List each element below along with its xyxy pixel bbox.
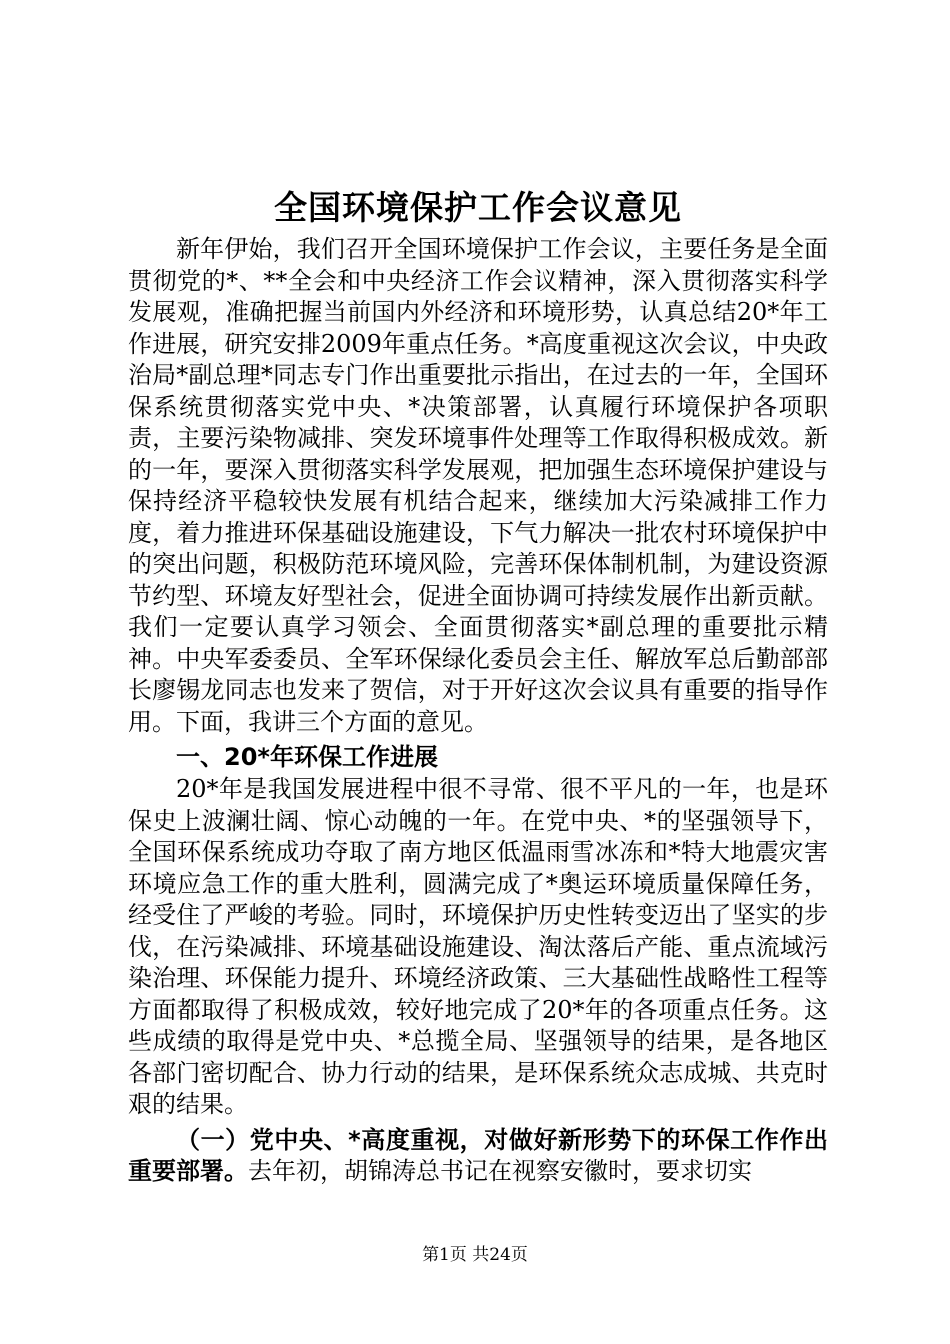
subsection-1-text: 去年初，胡锦涛总书记在视察安徽时，要求切实 (248, 1157, 752, 1185)
document-title: 全国环境保护工作会议意见 (274, 188, 682, 227)
section-heading-1: 一、20*年环保工作进展 (176, 743, 438, 771)
subsection-1-lead: （一）党中央、*高度重视，对做好新形势下的环保工作作出重要部署。 (128, 1125, 828, 1185)
section-1-paragraph: 20*年是我国发展进程中很不寻常、很不平凡的一年，也是环保史上波澜壮阔、惊心动魄的一年。在党中央、*的坚强领导下，全国环保系统成功夺取了南方地区低温雨雪冰冻和*特大地震灾害环境应急工作的重大胜利，圆满完成了*奥运环境质量保障任务，经受住了严峻的考验。同时，环境保护历史性转变迈出了坚实的步伐，在污染减排、环境基础设施建设、淘汰落后产能、重点流域污染治理、环保能力提升、环境经济政策、三大基础性战略性工程等方面都取得了积极成效，较好地完成了20*年的各项重点任务。这些成绩的取得是党中央、*总揽全局、坚强领导的结果，是各地区各部门密切配合、协力行动的结果，是环保系统众志成城、共克时艰的结果。 (128, 775, 828, 1118)
intro-paragraph: 新年伊始，我们召开全国环境保护工作会议，主要任务是全面贯彻党的*、**全会和中央经济工作会议精神，深入贯彻落实科学发展观，准确把握当前国内外经济和环境形势，认真总结20*年工作进展，研究安排2009年重点任务。*高度重视这次会议，中央政治局*副总理*同志专门作出重要批示指出，在过去的一年，全国环保系统贯彻落实党中央、*决策部署，认真履行环境保护各项职责，主要污染物减排、突发环境事件处理等工作取得积极成效。新的一年，要深入贯彻落实科学发展观，把加强生态环境保护建设与保持经济平稳较快发展有机结合起来，继续加大污染减排工作力度，着力推进环保基础设施建设，下气力解决一批农村环境保护中的突出问题，积极防范环境风险，完善环保体制机制，为建设资源节约型、环境友好型社会，促进全面协调可持续发展作出新贡献。我们一定要认真学习领会、全面贯彻落实*副总理的重要批示精神。中央军委委员、全军环保绿化委员会主任、解放军总后勤部部长廖锡龙同志也发来了贺信，对于开好这次会议具有重要的指导作用。下面，我讲三个方面的意见。 (128, 235, 828, 736)
document-body (128, 186, 828, 1188)
subsection-1-paragraph (128, 1125, 828, 1188)
page-number-footer: 第1页 共24页 (422, 1245, 528, 1265)
